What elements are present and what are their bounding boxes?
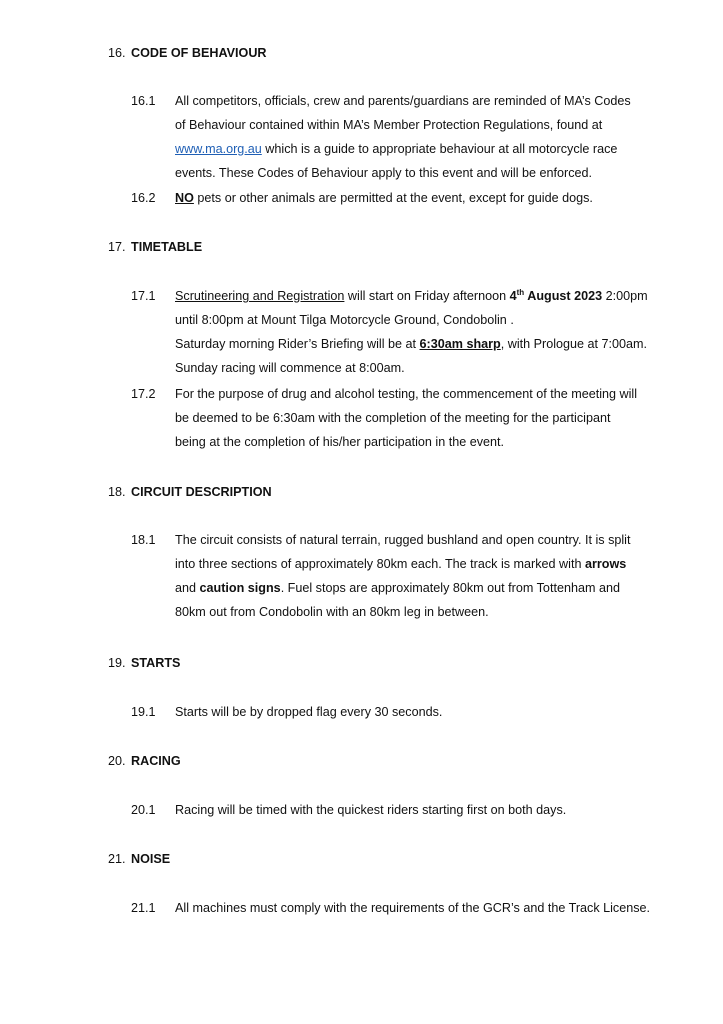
- section-heading-20: [108, 754, 181, 768]
- emphasis-text: arrows: [584, 557, 627, 571]
- clause-number: 18.1: [131, 533, 156, 547]
- section-heading-16: [108, 46, 267, 60]
- clause-text: will start on Friday afternoon: [344, 289, 510, 303]
- clause-line: All competitors, officials, crew and parents/guardians are reminded of MA’s Codes: [175, 94, 631, 108]
- clause-line: [175, 142, 617, 156]
- date-month-year: August 2023: [524, 289, 603, 303]
- date-day: 4: [509, 289, 517, 303]
- clause-number: 17.1: [131, 289, 156, 303]
- clause-line: For the purpose of drug and alcohol testing, the commencement of the meeting will: [175, 387, 638, 401]
- emphasis-text: 6:30am sharp: [419, 337, 501, 351]
- clause-text: , with Prologue at 7:00am.: [500, 337, 648, 351]
- clause-text: and: [175, 581, 200, 595]
- clause-number: 21.1: [131, 901, 156, 915]
- section-title: CODE OF BEHAVIOUR: [131, 46, 267, 60]
- clause-line: events. These Codes of Behaviour apply to this event and will be enforced.: [175, 166, 593, 180]
- clause-number: 17.2: [131, 387, 156, 401]
- section-number: 17.: [108, 240, 126, 254]
- date-suffix: th: [516, 288, 525, 297]
- clause-number: 16.2: [131, 191, 156, 205]
- section-number: 16.: [108, 46, 126, 60]
- clause-text: into three sections of approximately 80km each. The track is marked with: [175, 557, 585, 571]
- clause-line: [175, 557, 626, 571]
- clause-line: be deemed to be 6:30am with the completion of the meeting for the participant: [175, 411, 611, 425]
- emphasis-text: Scrutineering and Registration: [175, 289, 345, 303]
- clause-line: All machines must comply with the requirements of the GCR’s and the Track License.: [175, 901, 651, 915]
- section-heading-17: [108, 240, 202, 254]
- clause-line: of Behaviour contained within MA’s Member Protection Regulations, found at: [175, 118, 603, 132]
- ma-website-link[interactable]: www.ma.org.au: [175, 142, 262, 156]
- clause-text: Saturday morning Rider’s Briefing will be at: [175, 337, 420, 351]
- clause-line: [175, 289, 648, 303]
- section-heading-21: [108, 852, 170, 866]
- section-number: 21.: [108, 852, 126, 866]
- clause-line: being at the completion of his/her participation in the event.: [175, 435, 505, 449]
- clause-line: Sunday racing will commence at 8:00am.: [175, 361, 405, 375]
- clause-line: 80km out from Condobolin with an 80km leg in between.: [175, 605, 489, 619]
- emphasis-text: NO: [175, 191, 194, 205]
- emphasis-text: caution signs: [199, 581, 281, 595]
- clause-text: which is a guide to appropriate behaviour at all motorcycle race: [261, 142, 618, 156]
- clause-line: [175, 581, 620, 595]
- section-heading-18: [108, 485, 272, 499]
- clause-line: Racing will be timed with the quickest riders starting first on both days.: [175, 803, 567, 817]
- section-number: 18.: [108, 485, 126, 499]
- section-number: 19.: [108, 656, 126, 670]
- clause-text: . Fuel stops are approximately 80km out from Tottenham and: [280, 581, 620, 595]
- clause-line: until 8:00pm at Mount Tilga Motorcycle Ground, Condobolin .: [175, 313, 514, 327]
- section-title: TIMETABLE: [131, 240, 203, 254]
- section-heading-19: [108, 656, 180, 670]
- clause-text: pets or other animals are permitted at the event, except for guide dogs.: [193, 191, 593, 205]
- clause-line: [175, 191, 593, 205]
- clause-line: The circuit consists of natural terrain, rugged bushland and open country. It is split: [175, 533, 631, 547]
- section-title: CIRCUIT DESCRIPTION: [131, 485, 272, 499]
- clause-number: 19.1: [131, 705, 156, 719]
- clause-line: Starts will be by dropped flag every 30 seconds.: [175, 705, 443, 719]
- clause-number: 16.1: [131, 94, 156, 108]
- section-title: NOISE: [131, 852, 171, 866]
- section-title: STARTS: [131, 656, 181, 670]
- clause-line: [175, 337, 647, 351]
- clause-text: 2:00pm: [602, 289, 648, 303]
- section-number: 20.: [108, 754, 126, 768]
- clause-number: 20.1: [131, 803, 156, 817]
- section-title: RACING: [131, 754, 181, 768]
